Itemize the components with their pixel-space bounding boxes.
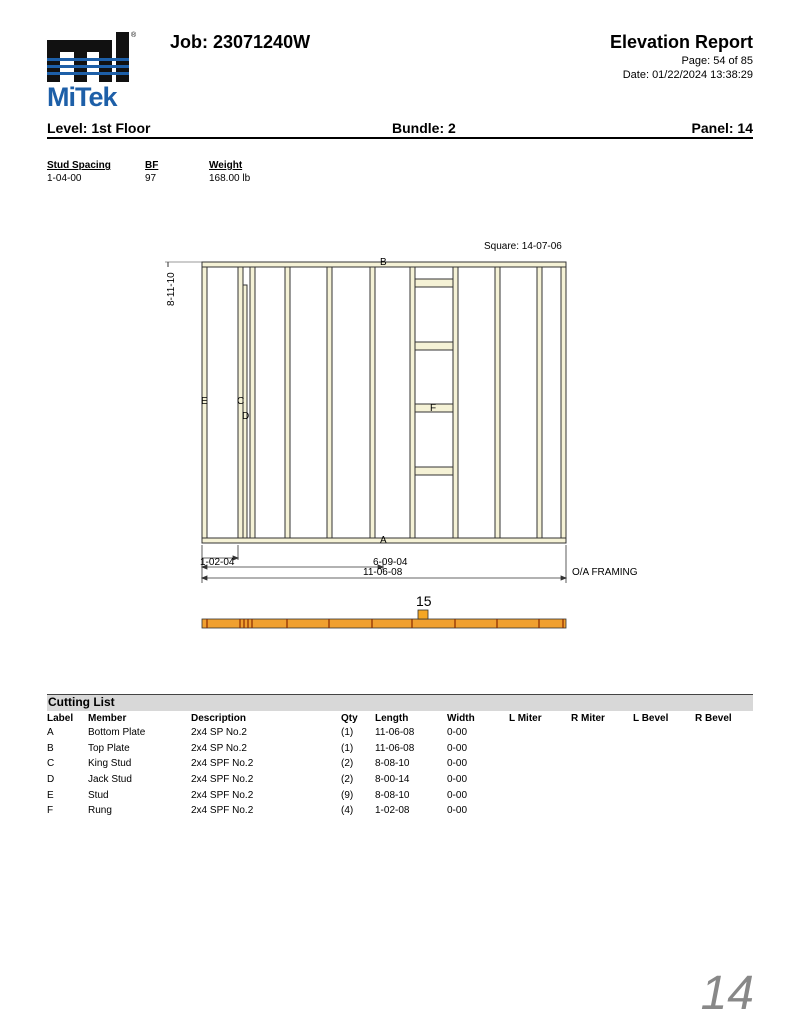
cell-description: 2x4 SPF No.2 [191, 758, 254, 770]
rung [415, 467, 453, 475]
cell-qty: (1) [341, 742, 354, 754]
col-label: Label [47, 712, 74, 724]
cell-qty: (9) [341, 789, 354, 801]
member-label-d: D [242, 411, 250, 422]
cell-label: D [47, 774, 55, 786]
col-member: Member [88, 712, 127, 724]
member-label-a: A [380, 535, 387, 546]
cell-description: 2x4 SP No.2 [191, 727, 247, 739]
cell-member: Bottom Plate [88, 727, 146, 739]
king-stud [250, 267, 255, 538]
col-length: Length [375, 712, 409, 724]
table-row [47, 787, 753, 803]
cutting-list-title: Cutting List [48, 695, 115, 709]
cell-qty: (2) [341, 758, 354, 770]
cell-description: 2x4 SPF No.2 [191, 789, 254, 801]
stud [410, 267, 415, 538]
col-r-bevel: R Bevel [695, 712, 732, 724]
cell-label: A [47, 727, 54, 739]
cutting-list-header-row [47, 711, 753, 725]
report-title: Elevation Report [609, 32, 753, 52]
logo-wordmark: MiTek [47, 82, 117, 112]
table-row [47, 741, 753, 757]
cell-length: 8-08-10 [375, 758, 410, 770]
report-date: Date: 01/22/2024 13:38:29 [622, 69, 753, 81]
rung [415, 342, 453, 350]
cutting-list-header-bar [47, 694, 753, 711]
stud [370, 267, 375, 538]
job-title: Job: 23071240W [170, 32, 311, 52]
dim-mid: 6-09-04 [373, 557, 408, 568]
bf-label: BF [145, 160, 159, 171]
col-l-bevel: L Bevel [633, 712, 669, 724]
col-width: Width [447, 712, 475, 724]
cell-member: Stud [88, 789, 109, 801]
member-label-f: F [430, 403, 437, 414]
cell-width: 0-00 [447, 805, 468, 817]
cell-length: 11-06-08 [375, 727, 415, 739]
cell-description: 2x4 SP No.2 [191, 742, 247, 754]
cell-width: 0-00 [447, 727, 468, 739]
weight-value: 168.00 lb [209, 173, 251, 184]
member-label-e: E [201, 396, 208, 407]
stud [453, 267, 458, 538]
dim-overall: 11-06-08 [363, 567, 403, 578]
cell-label: F [47, 805, 54, 817]
cell-description: 2x4 SPF No.2 [191, 774, 254, 786]
cell-label: B [47, 742, 54, 754]
stud-spacing-label: Stud Spacing [47, 160, 111, 171]
stud [537, 267, 542, 538]
weight-label: Weight [209, 160, 243, 171]
member-label-b: B [380, 257, 387, 268]
level-label: Level: 1st Floor [47, 120, 151, 136]
stud-spacing-value: 1-04-00 [47, 173, 82, 184]
height-dimension: 8-11-10 [166, 272, 177, 306]
cell-length: 1-02-08 [375, 805, 410, 817]
cell-length: 8-08-10 [375, 789, 410, 801]
table-row [47, 756, 753, 772]
panel-label: Panel: 14 [691, 120, 753, 136]
cell-length: 11-06-08 [375, 742, 415, 754]
bundle-label: Bundle: 2 [392, 120, 456, 136]
cell-width: 0-00 [447, 742, 468, 754]
col-l-miter: L Miter [509, 712, 542, 724]
stud [327, 267, 332, 538]
member-label-c: C [237, 396, 245, 407]
table-row [47, 803, 753, 819]
svg-text:®: ® [131, 32, 137, 39]
cell-width: 0-00 [447, 789, 468, 801]
col-r-miter: R Miter [571, 712, 605, 724]
col-qty: Qty [341, 712, 358, 724]
rung [415, 279, 453, 287]
cell-label: E [47, 789, 54, 801]
cell-width: 0-00 [447, 774, 468, 786]
oa-framing-label: O/A FRAMING [572, 567, 638, 578]
table-row [47, 725, 753, 741]
cell-description: 2x4 SPF No.2 [191, 805, 254, 817]
page-number: Page: 54 of 85 [681, 55, 753, 67]
stud [285, 267, 290, 538]
dim-opening-offset: 1-02-04 [200, 557, 235, 568]
table-row [47, 772, 753, 788]
cell-qty: (1) [341, 727, 354, 739]
cell-length: 8-00-14 [375, 774, 410, 786]
cell-width: 0-00 [447, 758, 468, 770]
square-measure: Square: 14-07-06 [484, 241, 562, 252]
cell-qty: (2) [341, 774, 354, 786]
bf-value: 97 [145, 173, 157, 184]
bundle-marker-number: 15 [416, 593, 432, 609]
cell-label: C [47, 758, 55, 770]
cell-member: Rung [88, 805, 112, 817]
cell-member: Jack Stud [88, 774, 132, 786]
stud [561, 267, 566, 538]
cell-qty: (4) [341, 805, 354, 817]
panel-number-footer: 14 [700, 967, 754, 1020]
cutting-list-table [47, 711, 753, 819]
plate-strip [202, 619, 566, 628]
col-description: Description [191, 712, 247, 724]
cell-member: Top Plate [88, 742, 130, 754]
cell-member: King Stud [88, 758, 132, 770]
bundle-marker [418, 610, 428, 619]
stud [495, 267, 500, 538]
